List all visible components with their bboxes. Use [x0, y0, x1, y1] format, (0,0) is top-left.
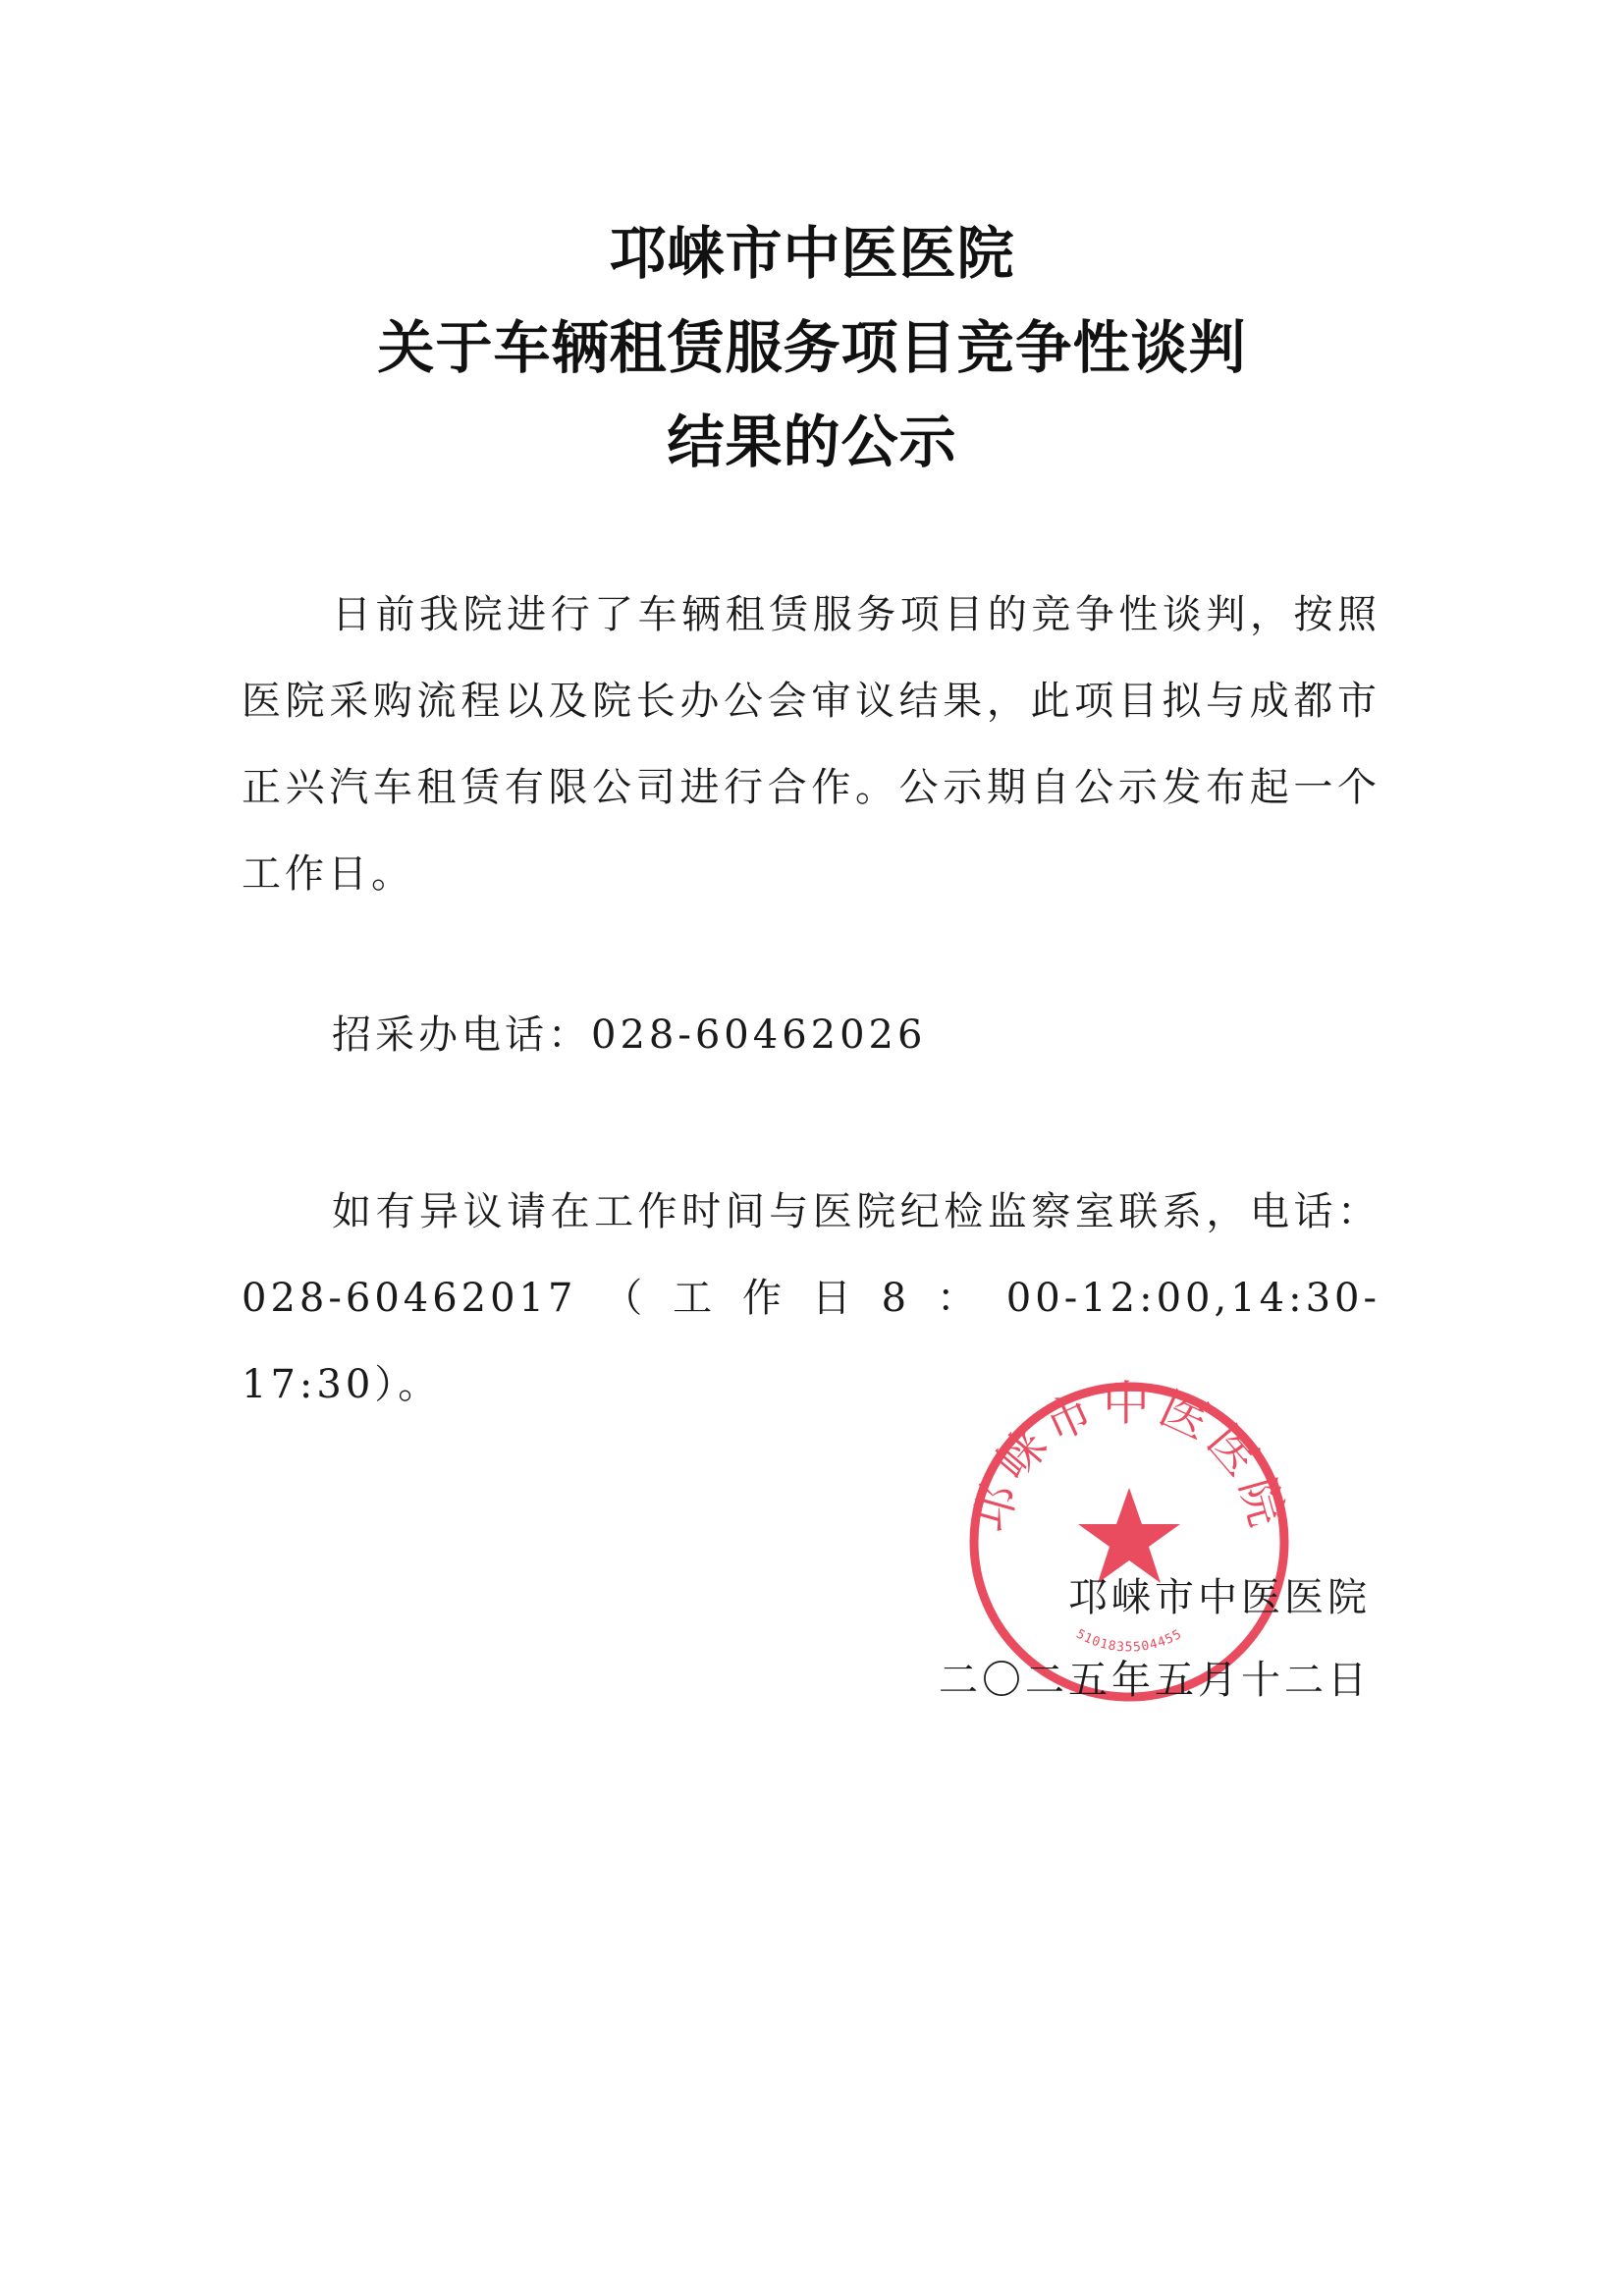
- signature-date: 二〇二五年五月十二日: [939, 1658, 1371, 1703]
- announcement-paragraph: 日前我院进行了车辆租赁服务项目的竞争性谈判，按照医院采购流程以及院长办公会审议结果，此项目拟与成都市正兴汽车租赁有限公司进行合作。公示期自公示发布起一个工作日。: [242, 592, 1380, 897]
- signature-organization: 邛崃市中医医院: [1068, 1575, 1371, 1620]
- signature-block: [939, 1557, 1371, 1722]
- title-line-1: 邛崃市中医医院: [609, 220, 1015, 287]
- svg-text:邛崃市中医医院: 邛崃市中医医院: [962, 1376, 1296, 1539]
- procurement-phone: 招采办电话：028-60462026: [332, 1012, 927, 1058]
- svg-text:5101835504455: 5101835504455: [1073, 1626, 1185, 1656]
- title-line-2: 关于车辆租赁服务项目竞争性谈判: [377, 314, 1247, 381]
- objection-contact-paragraph: 如有异议请在工作时间与医院纪检监察室联系，电话：028-60462017（工作日8：00-12:00,14:30-17:30）。: [242, 1189, 1380, 1407]
- title-line-3: 结果的公示: [667, 409, 957, 475]
- document-title: [0, 206, 1624, 489]
